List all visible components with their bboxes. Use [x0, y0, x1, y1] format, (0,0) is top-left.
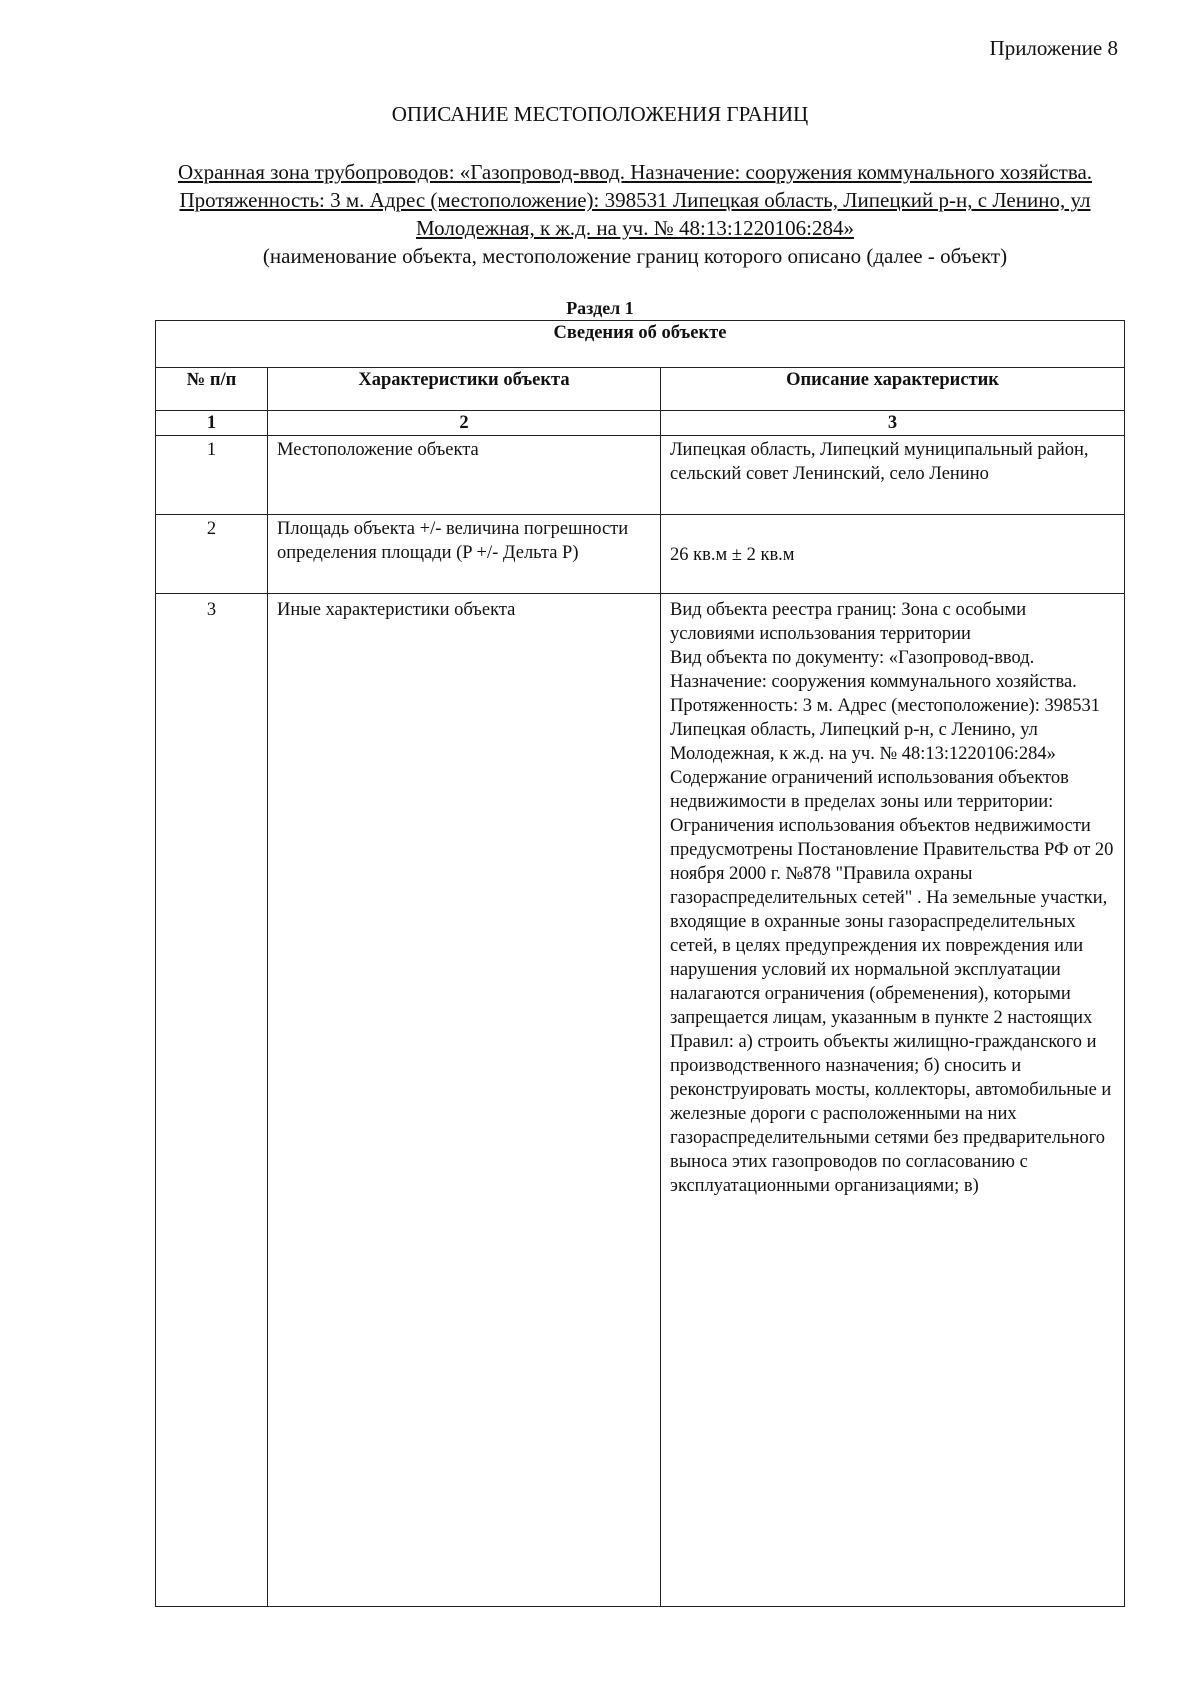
row-number: 3 — [156, 594, 268, 1607]
table-title: Сведения об объекте — [156, 321, 1125, 368]
column-header-number: № п/п — [156, 368, 268, 411]
document-title: ОПИСАНИЕ МЕСТОПОЛОЖЕНИЯ ГРАНИЦ — [391, 102, 809, 126]
object-name-note: (наименование объекта, местоположение границ которого описано (далее - объект) — [262, 244, 1008, 268]
table-row — [156, 594, 1125, 1607]
object-name: Охранная зона трубопроводов: «Газопровод-ввод. Назначение: сооружения коммунального хозяйства. Протяженность: 3 м. Адрес (местоположение): 398531 Липецкая область, Липецкий р-н, с Ленино, ул Молодежная, к ж.д. на уч. № 48:13:1220106:284» — [177, 160, 1093, 240]
row-characteristic: Площадь объекта +/- величина погрешности определения площади (P +/- Дельта P) — [268, 515, 661, 594]
object-name-block — [140, 158, 1130, 270]
column-header-description: Описание характеристик — [661, 368, 1125, 411]
column-number: 2 — [268, 411, 661, 436]
row-description: Вид объекта реестра границ: Зона с особыми условиями использования территории Вид объекта по документу: «Газопровод-ввод. Назначение: сооружения коммунального хозяйства. Протяженность: 3 м. Адрес (местоположение): 398531 Липецкая область, Липецкий р-н, с Ленино, ул Молодежная, к ж.д. на уч. № 48:13:1220106:284» Содержание ограничений использования объектов недвижимости в пределах зоны или территории: Ограничения использования объектов недвижимости предусмотрены Постановление Правительства РФ от 20 ноября 2000 г. №878 "Правила охраны газораспределительных сетей" . На земельные участки, входящие в охранные зоны газораспределительных сетей, в целях предупреждения их повреждения или нарушения условий их нормальной эксплуатации налагаются ограничения (обременения), которыми запрещается лицам, указанным в пункте 2 настоящих Правил: а) строить объекты жилищно-гражданского и производственного назначения; б) сносить и реконструировать мосты, коллекторы, автомобильные и железные дороги с расположенными на них газораспределительными сетями без предварительного выноса этих газопроводов по согласованию с эксплуатационными организациями; в) — [661, 594, 1125, 1607]
table-row — [156, 515, 1125, 594]
row-characteristic: Местоположение объекта — [268, 436, 661, 515]
table-title-row — [156, 321, 1125, 368]
column-number: 3 — [661, 411, 1125, 436]
appendix-label: Приложение 8 — [989, 36, 1118, 60]
row-description: Липецкая область, Липецкий муниципальный район, сельский совет Ленинский, село Ленино — [661, 436, 1125, 515]
column-number: 1 — [156, 411, 268, 436]
column-header-row — [156, 368, 1125, 411]
table-row — [156, 436, 1125, 515]
column-header-characteristic: Характеристики объекта — [268, 368, 661, 411]
row-description: 26 кв.м ± 2 кв.м — [661, 515, 1125, 594]
row-number: 2 — [156, 515, 268, 594]
row-number: 1 — [156, 436, 268, 515]
section-label: Раздел 1 — [566, 298, 634, 318]
column-number-row — [156, 411, 1125, 436]
object-info-table — [155, 320, 1125, 1607]
row-characteristic: Иные характеристики объекта — [268, 594, 661, 1607]
